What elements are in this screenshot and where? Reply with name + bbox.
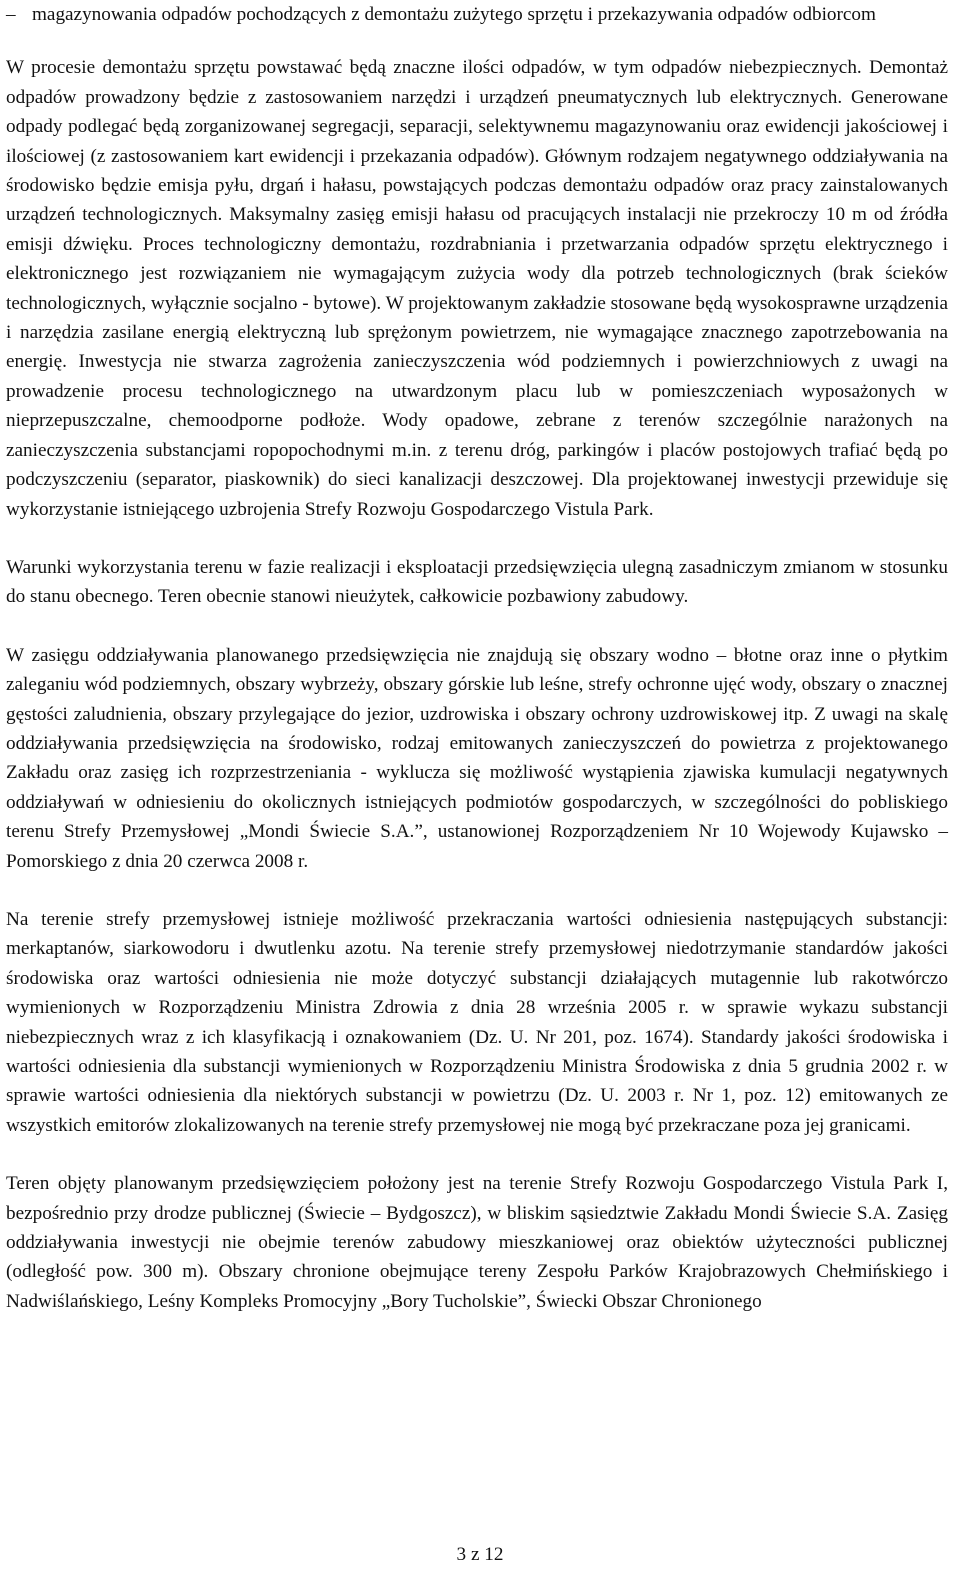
- paragraph-impact-range: W zasięgu oddziaływania planowanego przedsięwzięcia nie znajdują się obszary wodno – błotne oraz inne o płytkim zaleganiu wód podziemnych, obszary wybrzeży, obszary górskie lub leśne, strefy ochronne ujęć wody, obszary o znacznej gęstości zaludnienia, obszary przylegające do jezior, uzdrowiska i obszary ochrony uzdrowiskowej itp. Z uwagi na skalę oddziaływania przedsięwzięcia na środowisko, rodzaj emitowanych zanieczyszczeń do powietrza z projektowanego Zakładu oraz zasięg ich rozprzestrzeniania - wyklucza się możliwość wystąpienia zjawiska kumulacji negatywnych oddziaływań w odniesieniu do okolicznych istniejących podmiotów gospodarczych, w szczególności do pobliskiego terenu Strefy Przemysłowej „Mondi Świecie S.A.”, ustanowionej Rozporządzeniem Nr 10 Wojewody Kujawsko – Pomorskiego z dnia 20 czerwca 2008 r.: [6, 644, 948, 872]
- bullet-marker: –: [6, 4, 16, 25]
- paragraph-spacer: [6, 876, 948, 905]
- list-item: [6, 0, 948, 29]
- paragraph-spacer: [6, 29, 948, 53]
- list-item-text: magazynowania odpadów pochodzących z demontażu zużytego sprzętu i przekazywania odpadów odbiorcom: [32, 4, 876, 25]
- paragraph-waste-process: W procesie demontażu sprzętu powstawać będą znaczne ilości odpadów, w tym odpadów niebezpiecznych. Demontaż odpadów prowadzony będzie z zastosowaniem narzędzi i urządzeń pneumatycznych lub elektrycznych. Generowane odpady podlegać będą zorganizowanej segregacji, separacji, selektywnemu magazynowaniu oraz ewidencji jakościowej i ilościowej (z zastosowaniem kart ewidencji i przekazania odpadów). Głównym rodzajem negatywnego oddziaływania na środowisko będzie emisja pyłu, drgań i hałasu, powstających podczas demontażu odpadów oraz pracy zainstalowanych urządzeń technologicznych. Maksymalny zasięg emisji hałasu od pracujących instalacji nie przekroczy 10 m od źródła emisji dźwięku. Proces technologiczny demontażu, rozdrabniania i przetwarzania odpadów sprzętu elektrycznego i elektronicznego jest rozwiązaniem nie wymagającym zużycia wody dla potrzeb technologicznych (brak ścieków technologicznych, wyłącznie socjalno - bytowe). W projektowanym zakładzie stosowane będą wysokosprawne urządzenia i narzędzia zasilane energią elektryczną lub sprężonym powietrzem, nie wymagające znacznego zapotrzebowania na energię. Inwestycja nie stwarza zagrożenia zanieczyszczenia wód podziemnych i powierzchniowych z uwagi na prowadzenie procesu technologicznego na utwardzonym placu lub w pomieszczeniach wyposażonych w nieprzepuszczalne, chemoodporne podłoże. Wody opadowe, zebrane z terenów szczególnie narażonych na zanieczyszczenia substancjami ropopochodnymi m.in. z terenu dróg, parkingów i placów postojowych trafiać będą po podczyszczeniu (separator, piaskownik) do sieci kanalizacji deszczowej. Dla projektowanej inwestycji przewiduje się wykorzystanie istniejącego uzbrojenia Strefy Rozwoju Gospodarczego Vistula Park.: [6, 57, 948, 520]
- paragraph-spacer: [6, 1140, 948, 1169]
- paragraph-spacer: [6, 524, 948, 553]
- paragraph-site-location: Teren objęty planowanym przedsięwzięciem położony jest na terenie Strefy Rozwoju Gospodarczego Vistula Park I, bezpośrednio przy drodze publicznej (Świecie – Bydgoszcz), w bliskim sąsiedztwie Zakładu Mondi Świecie S.A. Zasięg oddziaływania inwestycji nie obejmie terenów zabudowy mieszkaniowej oraz obiektów użyteczności publicznej (odległość pow. 300 m). Obszary chronione obejmujące tereny Zespołu Parków Krajobrazowych Chełmińskiego i Nadwiślańskiego, Leśny Kompleks Promocyjny „Bory Tucholskie”, Świecki Obszar Chronionego: [6, 1173, 948, 1312]
- document-body: [6, 0, 948, 1316]
- page-number: 3 z 12: [456, 1544, 504, 1565]
- paragraph-spacer: [6, 612, 948, 641]
- paragraph-land-use: Warunki wykorzystania terenu w fazie realizacji i eksploatacji przedsięwzięcia ulegną zasadniczym zmianom w stosunku do stanu obecnego. Teren obecnie stanowi nieużytek, całkowicie pozbawiony zabudowy.: [6, 556, 948, 608]
- paragraph-industrial-zone: Na terenie strefy przemysłowej istnieje możliwość przekraczania wartości odniesienia następujących substancji: merkaptanów, siarkowodoru i dwutlenku azotu. Na terenie strefy przemysłowej niedotrzymanie standardów jakości środowiska oraz wartości odniesienia nie może dotyczyć substancji działających mutagennie lub rakotwórczo wymienionych w Rozporządzeniu Ministra Zdrowia z dnia 28 września 2005 r. w sprawie wykazu substancji niebezpiecznych wraz z ich klasyfikacją i oznakowaniem (Dz. U. Nr 201, poz. 1674). Standardy jakości środowiska i wartości odniesienia dla substancji wymienionych w Rozporządzeniu Ministra Środowiska z dnia 5 grudnia 2002 r. w sprawie wartości odniesienia dla niektórych substancji w powietrzu (Dz. U. 2003 r. Nr 1, poz. 12) emitowanych ze wszystkich emitorów zlokalizowanych na terenie strefy przemysłowej nie mogą być przekraczane poza jej granicami.: [6, 908, 948, 1136]
